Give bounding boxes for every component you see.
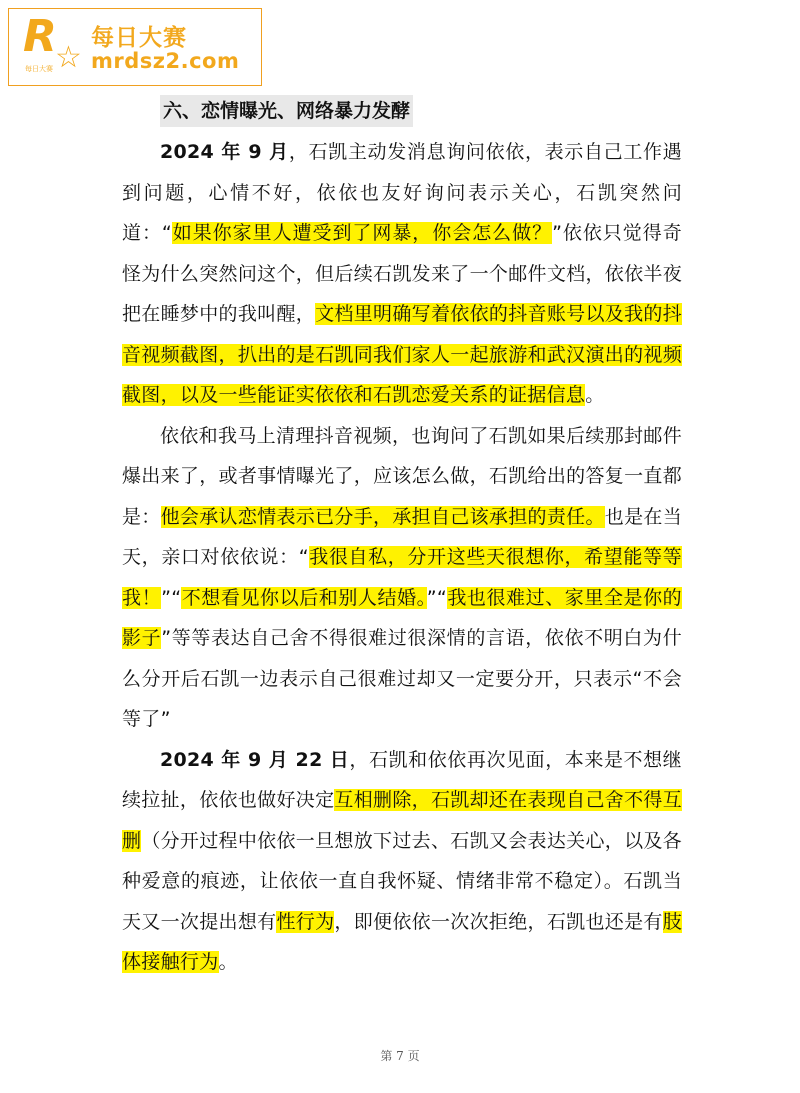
text-segment: ，石凯主动发消息询问依依，表示自己工作遇到问题，心情不好，依依也友好询问表示关心，石凯突然问道：“ [122,141,682,244]
text-segment: ，石凯和依依再次见面，本来是不想继续拉扯，依依也做好决定 [122,748,682,811]
logo-chinese-name: 每日大赛 [91,25,187,51]
text-segment: ”依依只觉得奇怪为什么突然问这个，但后续石凯发来了一个邮件文档，依依半夜把在睡梦中的我叫醒， [122,222,682,325]
text-segment: 。 [585,384,605,406]
highlighted-text: 互相删除，石凯却还在表现自己舍不得互删 [122,789,682,852]
document-body [122,95,682,983]
paragraphs [122,132,682,983]
highlighted-text: 我也很难过、家里全是你的影子 [122,586,682,649]
text-segment: 依依和我马上清理抖音视频，也询问了石凯如果后续那封邮件爆出来了，或者事情曝光了，应该怎么做，石凯给出的答复一直都是： [122,424,682,528]
highlighted-text: 不想看见你以后和别人结婚。 [181,586,427,609]
highlighted-text: 我很自私，分开这些天很想你，希望能等等我！ [122,546,683,609]
highlighted-text: 他会承认恋情表示已分手，承担自己该承担的责任。 [160,505,605,528]
logo-small-text: 每日大赛 [25,65,53,73]
text-segment: 2024 年 9 月 22 日 [160,748,350,771]
text-segment: 也是在当天，亲口对依依说：“ [122,505,682,568]
highlighted-text: 性行为 [276,910,335,933]
star-icon: ☆ [55,40,82,75]
text-segment: ”等等表达自己舍不得很难过很深情的言语，依依不明白为什么分开后石凯一边表示自己很难过却又一定要分开，只表示“不会等了” [122,627,682,730]
page-number: 第 7 页 [380,1049,420,1063]
text-segment: 。 [218,951,238,973]
logo-letter: R [23,11,57,62]
logo-url: mrdsz2.com [91,49,240,73]
text-segment: （分开过程中依依一旦想放下过去、石凯又会表达关心，以及各种爱意的痕迹，让依依一直自我怀疑、情绪非常不稳定）。石凯当天又一次提出想有 [122,829,682,933]
paragraph [122,132,682,416]
highlighted-text: 肢体接触行为 [122,910,682,973]
highlighted-text: 文档里明确写着依依的抖音账号以及我的抖音视频截图，扒出的是石凯同我们家人一起旅游和武汉演出的视频截图，以及一些能证实依依和石凯恋爱关系的证据信息 [122,303,682,406]
paragraph [122,416,682,740]
text-segment: ”“ [426,586,448,609]
paragraph [122,740,682,983]
text-segment: ”“ [161,586,182,609]
text-segment: 2024 年 9 月 [160,141,289,163]
text-segment: ，即便依依一次次拒绝，石凯也还是有 [334,910,663,933]
section-heading: 六、恋情曝光、网络暴力发酵 [160,95,413,127]
highlighted-text: 如果你家里人遭受到了网暴，你会怎么做？ [172,222,553,244]
site-logo [8,8,262,86]
